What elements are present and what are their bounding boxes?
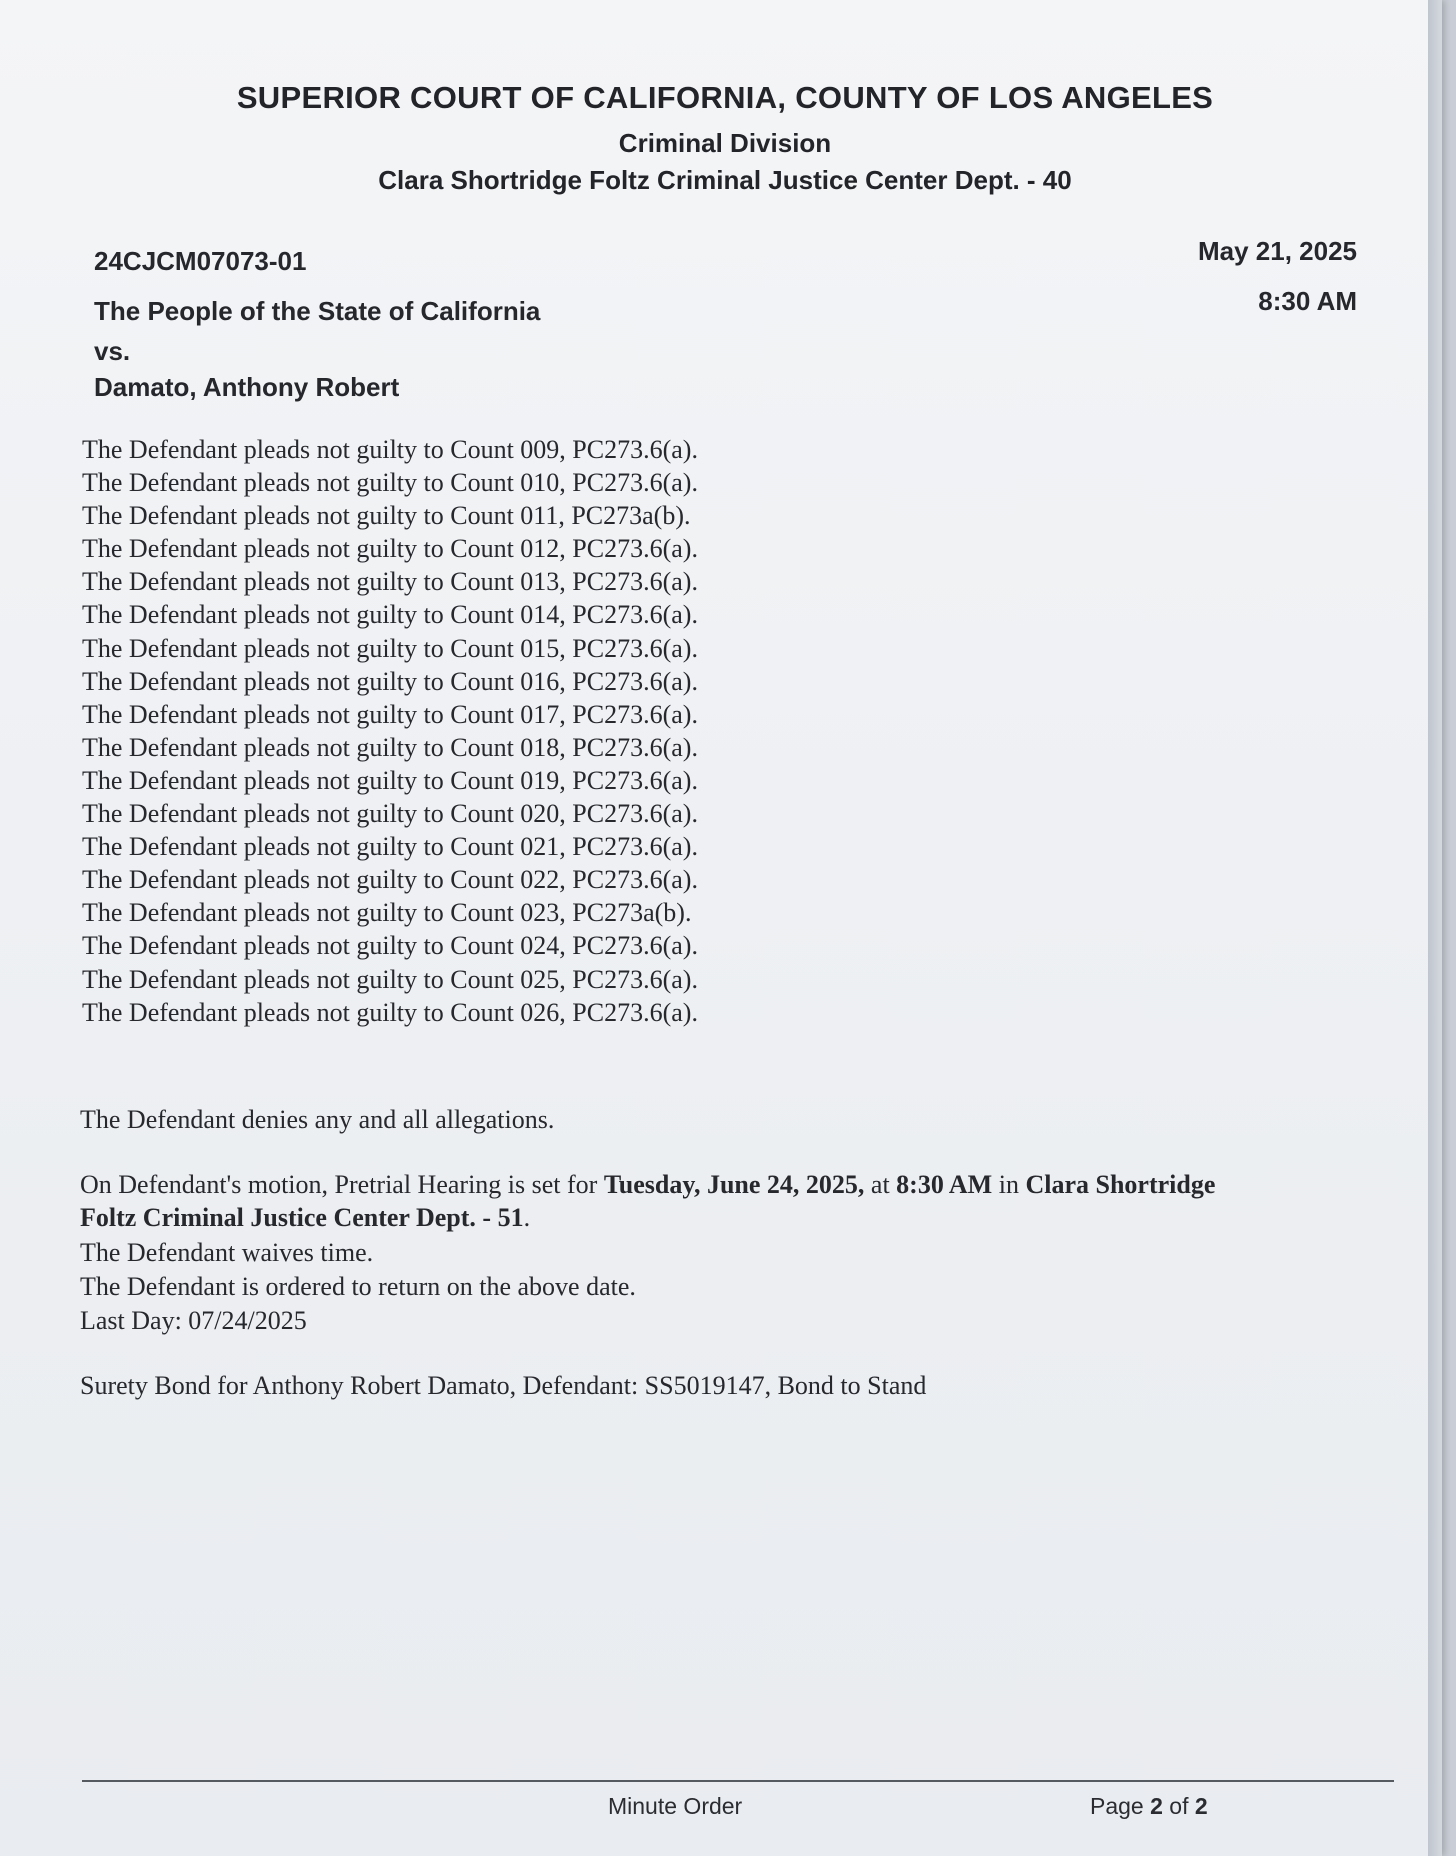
plaintiff-name: The People of the State of California bbox=[94, 296, 541, 326]
motion-line-2 bbox=[80, 1203, 530, 1233]
plea-list bbox=[82, 433, 698, 1029]
page-edge bbox=[1428, 0, 1442, 1856]
page-current: 2 bbox=[1150, 1793, 1163, 1819]
plea-line: The Defendant pleads not guilty to Count 023, PC273a(b). bbox=[82, 898, 692, 928]
pretrial-time: 8:30 AM bbox=[896, 1170, 993, 1199]
plea-line: The Defendant pleads not guilty to Count 009, PC273.6(a). bbox=[82, 435, 698, 464]
division-title: Criminal Division bbox=[618, 128, 832, 158]
plea-line: The Defendant pleads not guilty to Count 020, PC273.6(a). bbox=[82, 799, 698, 829]
plea-line: The Defendant pleads not guilty to Count 026, PC273.6(a). bbox=[82, 997, 698, 1027]
plea-line: The Defendant pleads not guilty to Count 017, PC273.6(a). bbox=[82, 699, 698, 729]
case-number: 24CJCM07073-01 bbox=[94, 246, 307, 276]
in-text: in bbox=[992, 1170, 1026, 1199]
page-of: of bbox=[1162, 1793, 1195, 1819]
plea-line: The Defendant pleads not guilty to Count 015, PC273.6(a). bbox=[82, 633, 698, 663]
court-title: SUPERIOR COURT OF CALIFORNIA, COUNTY OF LOS ANGELES bbox=[236, 80, 1214, 115]
pretrial-location-part1: Clara Shortridge bbox=[1025, 1170, 1216, 1199]
period: . bbox=[523, 1203, 531, 1232]
page-label: Page bbox=[1090, 1793, 1151, 1819]
page-number bbox=[1090, 1793, 1208, 1820]
plea-line: The Defendant pleads not guilty to Count 018, PC273.6(a). bbox=[82, 732, 698, 762]
motion-prefix: On Defendant's motion, Pretrial Hearing is set for bbox=[80, 1170, 604, 1199]
versus-label: vs. bbox=[94, 336, 131, 366]
plea-line: The Defendant pleads not guilty to Count 024, PC273.6(a). bbox=[82, 931, 698, 961]
plea-line: The Defendant pleads not guilty to Count 022, PC273.6(a). bbox=[82, 865, 698, 895]
plea-line: The Defendant pleads not guilty to Count 021, PC273.6(a). bbox=[82, 832, 698, 862]
at-text: at bbox=[864, 1170, 897, 1199]
plea-line: The Defendant pleads not guilty to Count 011, PC273a(b). bbox=[82, 501, 691, 531]
plea-line: The Defendant pleads not guilty to Count 013, PC273.6(a). bbox=[82, 567, 698, 597]
denies-statement: The Defendant denies any and all allegations. bbox=[80, 1105, 555, 1134]
department-title: Clara Shortridge Foltz Criminal Justice Center Dept. - 40 bbox=[378, 165, 1072, 195]
plea-line: The Defendant pleads not guilty to Count 019, PC273.6(a). bbox=[82, 765, 698, 795]
pretrial-location-part2: Foltz Criminal Justice Center Dept. - 51 bbox=[80, 1203, 524, 1232]
motion-line-1 bbox=[80, 1170, 1215, 1200]
footer-title: Minute Order bbox=[608, 1793, 743, 1819]
plea-line: The Defendant pleads not guilty to Count 012, PC273.6(a). bbox=[82, 534, 698, 564]
footer-divider bbox=[82, 1780, 1394, 1782]
plea-line: The Defendant pleads not guilty to Count 010, PC273.6(a). bbox=[82, 468, 698, 498]
plea-line: The Defendant pleads not guilty to Count 016, PC273.6(a). bbox=[82, 666, 698, 696]
hearing-time: 8:30 AM bbox=[1258, 286, 1357, 316]
plea-line: The Defendant pleads not guilty to Count 025, PC273.6(a). bbox=[82, 964, 698, 994]
defendant-name: Damato, Anthony Robert bbox=[94, 372, 400, 402]
return-order: The Defendant is ordered to return on the above date. bbox=[80, 1272, 636, 1301]
waives-time: The Defendant waives time. bbox=[80, 1238, 374, 1267]
pretrial-date: Tuesday, June 24, 2025, bbox=[603, 1170, 865, 1199]
last-day: Last Day: 07/24/2025 bbox=[80, 1306, 307, 1335]
hearing-date: May 21, 2025 bbox=[1197, 236, 1357, 266]
bond-info: Surety Bond for Anthony Robert Damato, Defendant: SS5019147, Bond to Stand bbox=[80, 1371, 927, 1400]
plea-line: The Defendant pleads not guilty to Count 014, PC273.6(a). bbox=[82, 600, 698, 630]
page-total: 2 bbox=[1194, 1793, 1208, 1819]
